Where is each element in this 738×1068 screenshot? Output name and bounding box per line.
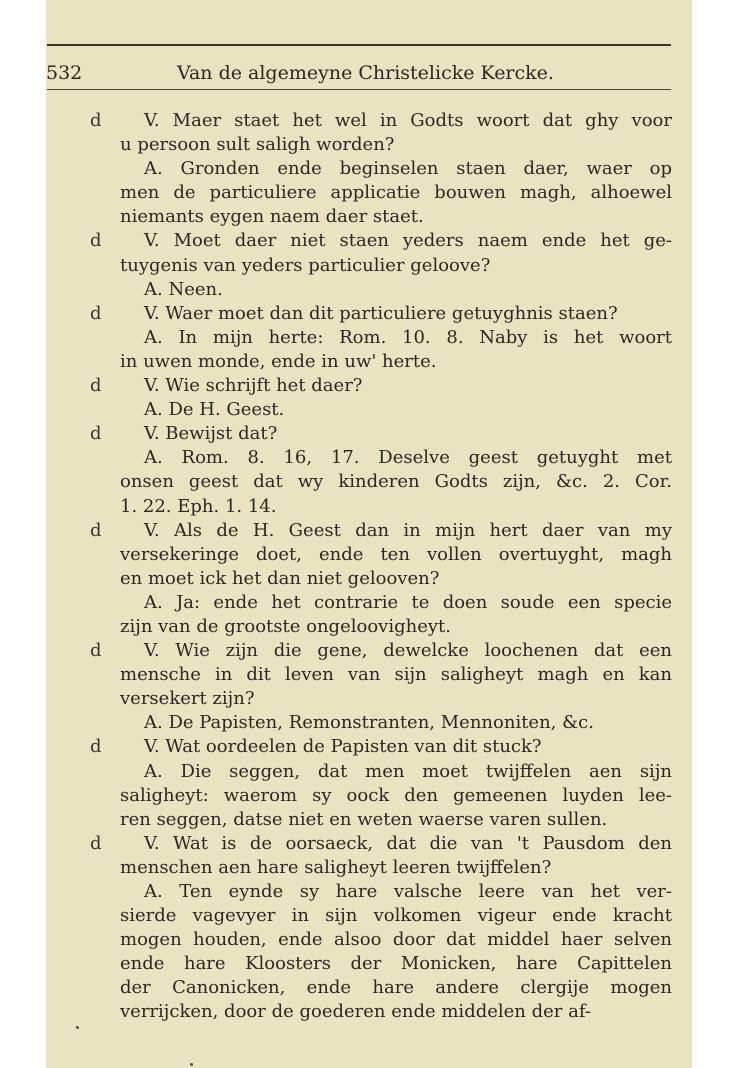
answer-paragraph	[120, 326, 672, 374]
answer-paragraph	[120, 446, 672, 518]
text-line: menschen aen hare saligheyt leeren twijffelen?	[120, 856, 552, 878]
text-line: onsen geest dat wy kinderen Godts zijn, &c. 2. Cor.	[120, 471, 672, 493]
text-line: A. Die seggen, dat men moet twijffelen aen sijn	[144, 760, 672, 782]
text-line: A. Rom. 8. 16, 17. Deselve geest getuyght met	[144, 447, 672, 469]
answer-paragraph	[120, 880, 672, 1025]
text-line: mensche in dit leven van sijn saligheyt magh en kan	[120, 664, 672, 686]
text-line: A. Ja: ende het contrarie te doen soude een specie	[144, 591, 672, 613]
text-line: V. Wat is de oorsaeck, dat die van 't Pausdom den	[144, 832, 672, 854]
question-paragraph	[90, 832, 672, 880]
text-line: zijn van de grootste ongeloovigheyt.	[120, 615, 451, 637]
text-line: V. Bewijst dat?	[144, 423, 278, 445]
text-line: A. De H. Geest.	[144, 399, 285, 421]
text-line: A. Ten eynde sy hare valsche leere van het ver-	[144, 881, 672, 902]
running-title: Van de algemeyne Christelicke Kercke.	[177, 62, 554, 84]
text-line: ende hare Kloosters der Monicken, hare Capittelen	[120, 953, 672, 975]
text-line: mogen houden, ende alsoo door dat middel haer selven	[120, 929, 672, 951]
text-line: sierde vagevyer in sijn volkomen vigeur ende kracht	[120, 905, 672, 927]
page-number: 532	[46, 62, 83, 84]
text-line: V. Wat oordeelen de Papisten van dit stuck?	[144, 736, 542, 758]
question-paragraph	[90, 374, 672, 398]
margin-marker: d	[90, 110, 102, 131]
margin-marker: d	[90, 375, 102, 397]
margin-marker: d	[90, 302, 102, 324]
margin-marker: d	[90, 640, 102, 662]
question-paragraph	[90, 109, 672, 157]
text-line: ren seggen, datse niet en weten waerse varen sullen.	[120, 808, 608, 830]
text-line: in uwen monde, ende in uw' herte.	[120, 350, 437, 372]
text-line: saligheyt: waerom sy oock den gemeenen luyden lee-	[120, 784, 672, 806]
question-paragraph	[90, 229, 672, 277]
text-line: A. In mijn herte: Rom. 10. 8. Naby is het woort	[144, 326, 672, 348]
text-line: V. Moet daer niet staen yeders naem ende het ge-	[144, 230, 672, 252]
text-line: V. Maer staet het wel in Godts woort dat ghy voor	[144, 110, 672, 131]
text-line: der Canonicken, ende hare andere clergije mogen	[120, 977, 672, 999]
text-line: 1. 22. Eph. 1. 14.	[120, 495, 277, 517]
margin-marker: d	[90, 519, 102, 541]
body-text	[0, 109, 738, 1025]
text-line: V. Als de H. Geest dan in mijn hert daer van my	[144, 519, 672, 541]
question-paragraph	[90, 519, 672, 591]
text-line: en moet ick het dan niet gelooven?	[120, 567, 440, 589]
paper-speck	[76, 1026, 79, 1029]
text-line: V. Wie zijn die gene, dewelcke loochenen dat een	[144, 640, 672, 662]
text-line: V. Wie schrijft het daer?	[144, 375, 363, 397]
question-paragraph	[90, 422, 672, 446]
margin-marker: d	[90, 736, 102, 758]
text-line: men de particuliere applicatie bouwen magh, alhoewel	[120, 182, 672, 204]
margin-marker: d	[90, 832, 102, 854]
margin-marker: d	[90, 423, 102, 445]
text-line: V. Waer moet dan dit particuliere getuyghnis staen?	[144, 302, 618, 324]
paper-speck	[190, 1063, 193, 1066]
text-line: versekeringe doet, ende ten vollen overtuyght, magh	[120, 543, 672, 565]
text-line: versekert zijn?	[120, 688, 255, 710]
top-rule	[47, 44, 671, 46]
text-line: tuygenis van yeders particulier geloove?	[120, 254, 491, 276]
answer-paragraph	[120, 711, 672, 735]
header-rule	[47, 89, 671, 90]
text-line: A. Gronden ende beginselen staen daer, waer op	[144, 158, 672, 180]
text-line: niemants eygen naem daer staet.	[120, 206, 424, 228]
question-paragraph	[90, 735, 672, 759]
margin-marker: d	[90, 230, 102, 252]
answer-paragraph	[120, 278, 672, 302]
text-line: verrijcken, door de goederen ende middelen der af-	[120, 1001, 591, 1023]
page-header	[46, 62, 671, 86]
question-paragraph	[90, 639, 672, 711]
question-paragraph	[90, 302, 672, 326]
answer-paragraph	[120, 760, 672, 832]
answer-paragraph	[120, 591, 672, 639]
text-line: A. De Papisten, Remonstranten, Mennoniten, &c.	[144, 712, 594, 734]
answer-paragraph	[120, 398, 672, 422]
text-line: u persoon sult saligh worden?	[120, 134, 395, 156]
text-line: A. Neen.	[144, 278, 223, 300]
answer-paragraph	[120, 157, 672, 229]
